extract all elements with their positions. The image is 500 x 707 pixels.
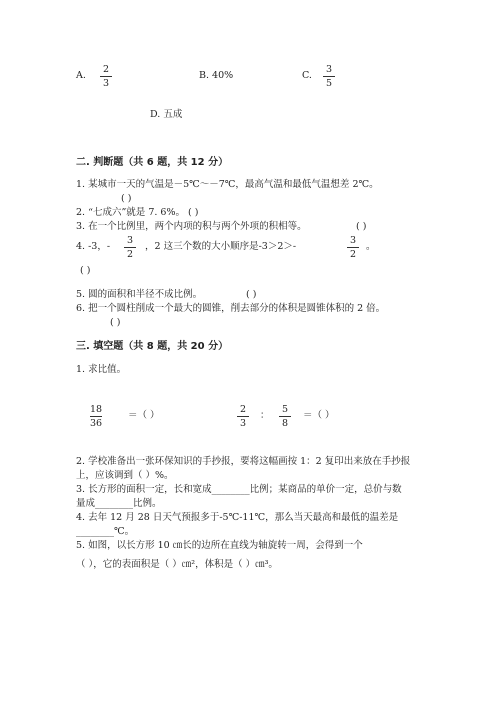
judge-q4-fraction-2 — [347, 235, 359, 260]
fraction-denominator: 36 — [90, 418, 103, 429]
judge-q3: 3. 在一个比例里，两个内项的积与两个外项的积相等。 — [76, 221, 307, 232]
fraction-numerator: 5 — [281, 404, 289, 415]
option-d: D. 五成 — [150, 109, 183, 120]
judge-q5: 5. 圆的面积和半径不成比例。 — [76, 289, 203, 300]
judge-q4-start: 4. -3，- — [76, 241, 111, 252]
ratio-fraction-2 — [237, 404, 249, 429]
fill-q3-line1: 3. 长方形的面积一定，长和宽成________比例；某商品的单价一定，总价与数 — [76, 484, 402, 495]
judge-q6: 6. 把一个圆柱削成一个最大的圆锥，削去部分的体积是圆锥体积的 2 倍。 — [76, 303, 386, 314]
fraction-denominator: 2 — [126, 249, 134, 260]
fraction-bar — [100, 76, 112, 77]
section3-title: 三. 填空题（共 8 题，共 20 分） — [76, 341, 229, 352]
fraction-denominator: 5 — [325, 78, 333, 89]
option-c-label: C. — [302, 70, 312, 81]
fraction-bar — [279, 416, 291, 417]
ratio-3-equals: ＝（ ） — [303, 410, 335, 421]
fill-q5-line2: （ ），它的表面积是（ ）㎝²，体积是（ ）㎝³。 — [76, 559, 278, 570]
judge-q4-fraction-1 — [124, 235, 136, 260]
fraction-denominator: 3 — [102, 78, 110, 89]
fraction-bar — [347, 247, 359, 248]
fraction-bar — [90, 416, 102, 417]
fraction-denominator: 2 — [349, 249, 357, 260]
ratio-fraction-1 — [90, 404, 102, 429]
ratio-1-equals: ＝（ ） — [128, 410, 160, 421]
fraction-numerator: 2 — [239, 404, 247, 415]
fraction-numerator: 18 — [90, 404, 103, 415]
judge-q5-paren: ( ) — [246, 289, 257, 300]
option-c-fraction — [323, 64, 335, 89]
fill-q1: 1. 求比值。 — [76, 364, 127, 375]
judge-q6-paren: ( ) — [110, 317, 121, 328]
judge-q4-paren: ( ) — [80, 265, 91, 276]
fill-q2-line1: 2. 学校准备出一张环保知识的手抄报，要将这幅画按 1：2 复印出来放在手抄报 — [76, 456, 411, 467]
section2-title: 二. 判断题（共 6 题，共 12 分） — [76, 157, 229, 168]
fraction-denominator: 8 — [281, 418, 289, 429]
fill-q5-line1: 5. 如图，以长方形 10 ㎝长的边所在直线为轴旋转一周，会得到一个 — [76, 540, 363, 551]
ratio-fraction-3 — [279, 404, 291, 429]
fill-q3-line2: 量成________比例。 — [76, 498, 162, 509]
fill-q4-line1: 4. 去年 12 月 28 日天气预报多于-5℃-11℃，那么当天最高和最低的温差是 — [76, 512, 399, 523]
fraction-numerator: 3 — [349, 235, 357, 246]
option-a-label: A. — [76, 70, 86, 81]
judge-q4-end: 。 — [366, 241, 376, 252]
fraction-numerator: 2 — [102, 64, 110, 75]
option-a-fraction — [100, 64, 112, 89]
fraction-bar — [237, 416, 249, 417]
fraction-denominator: 3 — [239, 418, 247, 429]
judge-q4-mid: ，2 这三个数的大小顺序是-3＞2＞- — [145, 241, 297, 252]
fraction-bar — [124, 247, 136, 248]
judge-q2: 2. “七成六”就是 7. 6%。 ( ) — [76, 207, 199, 218]
fraction-numerator: 3 — [126, 235, 134, 246]
fill-q4-line2: ________℃。 — [76, 526, 135, 537]
fill-q2-line2: 上，应该调到（ ）%。 — [76, 470, 174, 481]
ratio-colon: ： — [260, 410, 270, 421]
fraction-bar — [323, 76, 335, 77]
judge-q1-paren: ( ) — [121, 193, 132, 204]
fraction-numerator: 3 — [325, 64, 333, 75]
option-b: B. 40% — [199, 70, 234, 81]
judge-q1: 1. 某城市一天的气温是－5℃～－7℃，最高气温和最低气温想差 2℃。 — [76, 179, 379, 190]
judge-q3-paren: ( ) — [356, 221, 367, 232]
